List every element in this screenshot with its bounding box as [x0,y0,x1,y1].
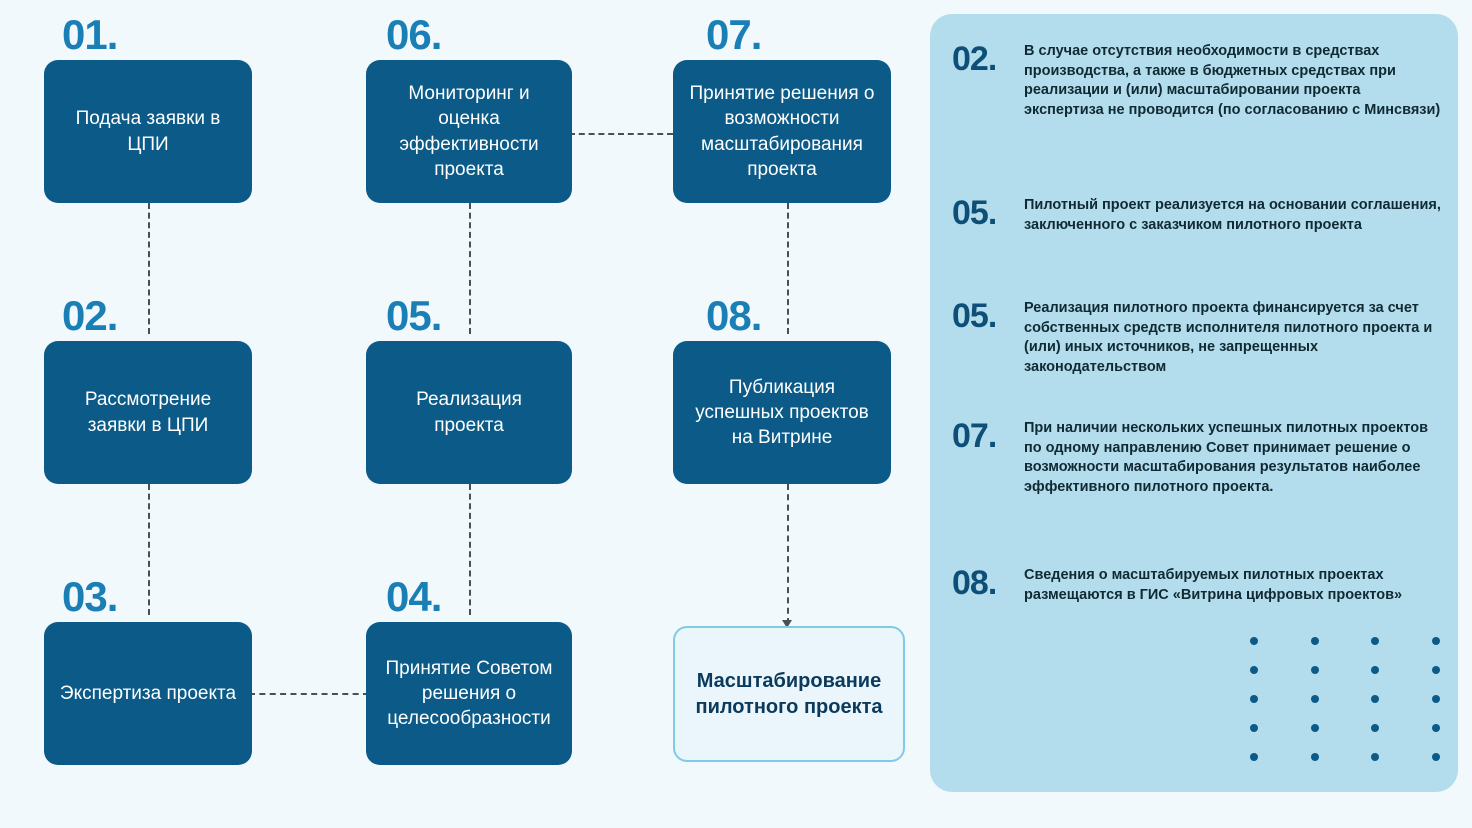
note-number: 02. [952,40,997,78]
connector-07-08 [787,203,789,334]
dot-icon [1371,753,1379,761]
dot-icon [1371,695,1379,703]
dot-icon [1250,666,1258,674]
note-number: 07. [952,417,997,455]
note-item [952,566,1442,605]
step-number-01: 01. [62,11,118,58]
note-item [952,419,1442,497]
note-text: Пилотный проект реализуется на основании соглашения, заключенного с заказчиком пилотного проекта [1024,197,1441,233]
step-box-07[interactable]: Принятие решения о возможности масштабирования проекта [673,60,891,203]
step-box-08[interactable]: Публикация успешных проектов на Витрине [673,341,891,484]
dot-icon [1250,753,1258,761]
dot-icon [1311,666,1319,674]
step-number-03: 03. [62,573,118,620]
step-box-05[interactable]: Реализация проекта [366,341,572,484]
note-text: Сведения о масштабируемых пилотных проектах размещаются в ГИС «Витрина цифровых проектов» [1024,567,1403,603]
note-text: В случае отсутствия необходимости в средствах производства, а также в бюджетных средствах при реализации и (или) масштабировании проекта экспертиза не проводится (по согласованию с Минсвязи) [1024,43,1441,118]
dot-icon [1432,637,1440,645]
step-box-01[interactable]: Подача заявки в ЦПИ [44,60,252,203]
step-box-06[interactable]: Мониторинг и оценка эффективности проекта [366,60,572,203]
dot-icon [1432,753,1440,761]
dot-row [1250,637,1440,645]
note-text: Реализация пилотного проекта финансируется за счет собственных средств исполнителя пилотного проекта и (или) иных источников, не запрещенных законодательством [1024,300,1433,375]
dot-icon [1432,695,1440,703]
connector-05-06 [469,203,471,334]
step-number-08: 08. [706,292,762,339]
connector-06-07 [569,133,673,135]
decorative-dot-grid [1250,637,1440,782]
dot-icon [1311,637,1319,645]
dot-icon [1250,724,1258,732]
step-number-05: 05. [386,292,442,339]
connector-02-03 [148,484,150,615]
step-number-07: 07. [706,11,762,58]
connector-01-02 [148,203,150,334]
dot-icon [1432,666,1440,674]
connector-04-05 [469,484,471,615]
connector-08-final [787,484,789,624]
note-number: 05. [952,297,997,335]
dot-icon [1311,695,1319,703]
dot-icon [1311,724,1319,732]
dot-icon [1311,753,1319,761]
step-box-final[interactable]: Масштабирование пилотного проекта [673,626,905,762]
dot-row [1250,695,1440,703]
dot-row [1250,753,1440,761]
step-number-04: 04. [386,573,442,620]
note-text: При наличии нескольких успешных пилотных проектов по одному направлению Совет принимает решение о возможности масштабирования результатов наиболее эффективного пилотного проекта. [1024,420,1428,495]
note-item [952,196,1442,235]
dot-row [1250,666,1440,674]
dot-icon [1371,666,1379,674]
step-box-04[interactable]: Принятие Советом решения о целесообразности [366,622,572,765]
note-item [952,299,1442,377]
step-number-02: 02. [62,292,118,339]
dot-icon [1432,724,1440,732]
step-box-02[interactable]: Рассмотрение заявки в ЦПИ [44,341,252,484]
dot-icon [1371,724,1379,732]
step-box-03[interactable]: Экспертиза проекта [44,622,252,765]
dot-icon [1250,695,1258,703]
dot-icon [1371,637,1379,645]
dot-icon [1250,637,1258,645]
note-number: 05. [952,194,997,232]
notes-panel [930,14,1458,792]
step-number-06: 06. [386,11,442,58]
note-item [952,42,1442,120]
dot-row [1250,724,1440,732]
note-number: 08. [952,564,997,602]
connector-03-04 [249,693,369,695]
